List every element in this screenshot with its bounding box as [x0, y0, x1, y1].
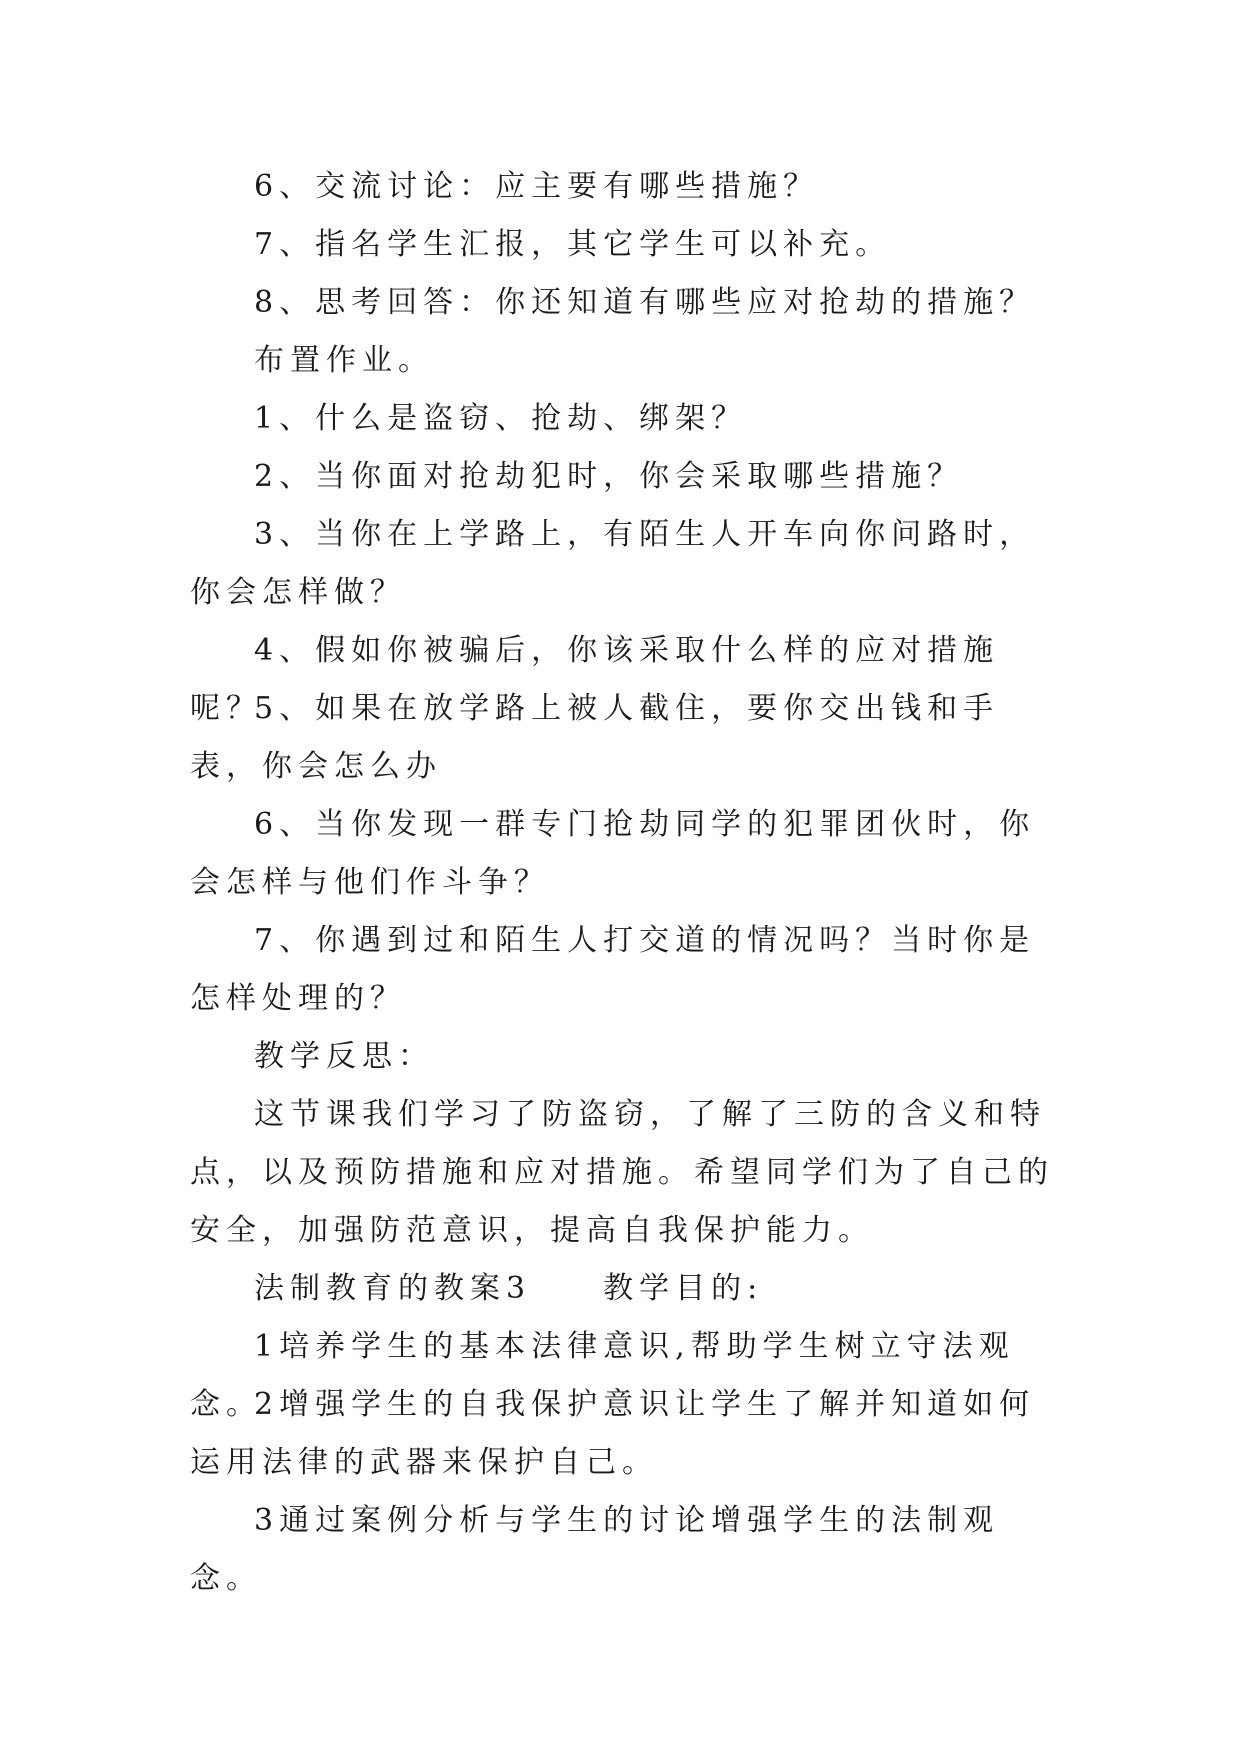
paragraph-11: 7、你遇到过和陌生人打交道的情况吗？当时你是怎样处理的？ — [190, 923, 1036, 1016]
paragraph-14: 法制教育的教案3 教学目的: — [254, 1271, 764, 1306]
paragraph-10: 6、当你发现一群专门抢劫同学的犯罪团伙时，你会怎样与他们作斗争？ — [190, 807, 1036, 900]
paragraph-4: 布置作业。 — [254, 343, 434, 378]
paragraph-5: 1、什么是盗窃、抢劫、绑架？ — [254, 401, 748, 436]
paragraph-2: 7、指名学生汇报，其它学生可以补充。 — [254, 227, 892, 262]
paragraph-17: 3通过案例分析与学生的讨论增强学生的法制观念。 — [190, 1503, 1000, 1596]
paragraph-6: 2、当你面对抢劫犯时，你会采取哪些措施？ — [254, 459, 964, 494]
paragraph-7: 3、当你在上学路上，有陌生人开车向你问路时，你会怎样做？ — [190, 517, 1036, 610]
paragraph-9: 5、如果在放学路上被人截住，要你交出钱和手表，你会怎么办 — [190, 691, 1000, 784]
paragraph-13: 这节课我们学习了防盗窃，了解了三防的含义和特点，以及预防措施和应对措施。希望同学们为了自己的安全，加强防范意识，提高自我保护能力。 — [190, 1097, 1054, 1248]
paragraph-15: 1培养学生的基本法律意识,帮助学生树立守法观念。 — [190, 1329, 1015, 1422]
paragraph-8: 4、假如你被骗后，你该采取什么样的应对措施呢？ — [190, 633, 1000, 726]
paragraph-12: 教学反思： — [254, 1039, 434, 1074]
paragraph-1: 6、交流讨论：应主要有哪些措施？ — [254, 169, 820, 204]
paragraph-16: 2增强学生的自我保护意识让学生了解并知道如何运用法律的武器来保护自己。 — [190, 1387, 1036, 1480]
paragraph-3: 8、思考回答：你还知道有哪些应对抢劫的措施？ — [254, 285, 1036, 320]
